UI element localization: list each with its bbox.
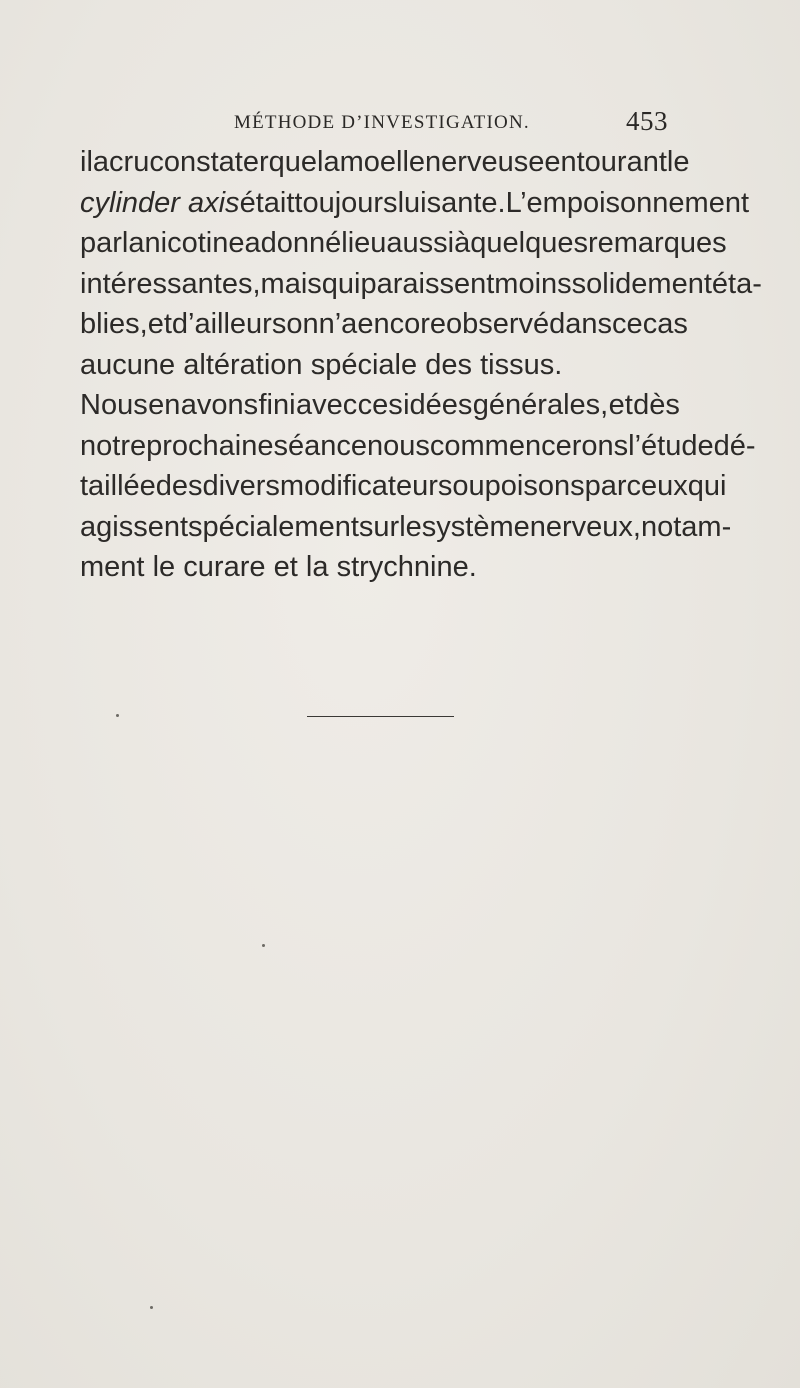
word: prochaine bbox=[146, 429, 274, 462]
word: quelques bbox=[470, 227, 588, 259]
word: qui bbox=[321, 267, 361, 300]
word: il bbox=[80, 146, 93, 178]
word: divers bbox=[202, 470, 280, 502]
word: dès bbox=[633, 389, 680, 421]
word: avec bbox=[295, 389, 358, 421]
word: cru bbox=[109, 146, 150, 178]
paper-speck bbox=[262, 944, 265, 947]
word: paraissent bbox=[360, 267, 495, 300]
word: ceux bbox=[626, 470, 688, 502]
running-title: MÉTHODE D’INVESTIGATION. bbox=[234, 112, 530, 133]
paper-speck bbox=[116, 714, 119, 717]
text-line bbox=[80, 466, 727, 507]
word: que bbox=[268, 146, 318, 178]
word: aucune bbox=[80, 348, 176, 381]
word: l’étude bbox=[628, 429, 714, 462]
word: blies, bbox=[80, 308, 148, 340]
word: Nous bbox=[80, 389, 148, 421]
word: a bbox=[92, 146, 110, 178]
word: séance bbox=[273, 429, 367, 462]
word: éta- bbox=[711, 267, 762, 300]
word: fini bbox=[258, 389, 296, 421]
body-text bbox=[80, 142, 762, 588]
word: curare bbox=[183, 551, 266, 583]
word: était bbox=[239, 186, 295, 219]
word: et bbox=[147, 308, 172, 340]
word: aussi bbox=[386, 227, 455, 259]
word: luisante. bbox=[397, 186, 506, 219]
word: la bbox=[121, 227, 145, 259]
text-line bbox=[80, 507, 732, 548]
word: sur bbox=[358, 510, 400, 543]
word: L’empoisonnement bbox=[505, 186, 750, 219]
word: observé bbox=[445, 308, 550, 340]
word: le bbox=[666, 146, 690, 178]
word: la bbox=[305, 551, 329, 583]
word: la bbox=[317, 146, 340, 178]
word: taillée bbox=[80, 470, 156, 502]
text-line bbox=[80, 264, 762, 305]
word: des bbox=[425, 348, 472, 381]
italic-term: cylinder axis bbox=[80, 186, 240, 219]
page-number: 453 bbox=[626, 106, 668, 136]
word: commencerons bbox=[429, 429, 629, 462]
word: n’a bbox=[318, 308, 358, 340]
word: constater bbox=[149, 146, 269, 178]
word: cas bbox=[642, 308, 688, 340]
word: moelle bbox=[339, 146, 426, 178]
word: nous bbox=[367, 429, 430, 462]
word: poisons bbox=[484, 470, 585, 502]
word: lieu bbox=[341, 227, 387, 259]
word: altération bbox=[183, 348, 303, 381]
word: a bbox=[244, 227, 261, 259]
word: en bbox=[148, 389, 181, 421]
text-line bbox=[80, 345, 680, 386]
section-end-rule bbox=[307, 716, 454, 717]
word: d’ailleurs bbox=[171, 308, 287, 340]
word: nicotine bbox=[144, 227, 245, 259]
word: dans bbox=[549, 308, 613, 340]
word: et bbox=[273, 551, 298, 583]
word: nerveuse bbox=[425, 146, 545, 178]
word: notam- bbox=[640, 510, 732, 543]
word: à bbox=[454, 227, 471, 259]
word: moins bbox=[494, 267, 572, 300]
text-line bbox=[80, 426, 756, 467]
word: générales, bbox=[472, 389, 609, 421]
word: on bbox=[286, 308, 319, 340]
text-line bbox=[80, 547, 680, 588]
word: toujours bbox=[294, 186, 398, 219]
word: qui bbox=[687, 470, 727, 502]
word: ces bbox=[357, 389, 403, 421]
word: tissus. bbox=[480, 348, 563, 381]
word: par bbox=[80, 227, 122, 259]
word: entourant bbox=[544, 146, 667, 178]
paper-speck bbox=[150, 1306, 153, 1309]
text-line bbox=[80, 385, 680, 426]
word: ce bbox=[612, 308, 643, 340]
text-line bbox=[80, 223, 727, 264]
word: mais bbox=[260, 267, 322, 300]
word: modificateurs bbox=[279, 470, 453, 502]
word: strychnine. bbox=[336, 551, 477, 583]
word: idées bbox=[403, 389, 473, 421]
word: le bbox=[152, 551, 176, 583]
running-head bbox=[0, 106, 800, 142]
word: encore bbox=[357, 308, 446, 340]
word: et bbox=[608, 389, 633, 421]
word: dé- bbox=[713, 429, 756, 462]
word: notre bbox=[80, 429, 147, 462]
word: des bbox=[155, 470, 203, 502]
word: spécialement bbox=[188, 510, 359, 543]
word: remarques bbox=[587, 227, 727, 259]
word: solidement bbox=[571, 267, 712, 300]
text-line bbox=[80, 183, 750, 224]
text-line bbox=[80, 142, 690, 183]
word: système bbox=[421, 510, 530, 543]
word: ou bbox=[452, 470, 485, 502]
word: le bbox=[399, 510, 422, 543]
text-line bbox=[80, 304, 688, 345]
word: nerveux, bbox=[529, 510, 641, 543]
word: agissent bbox=[80, 510, 189, 543]
word: par bbox=[584, 470, 627, 502]
word: avons bbox=[180, 389, 259, 421]
word: donné bbox=[260, 227, 342, 259]
word: intéressantes, bbox=[80, 267, 261, 300]
word: ment bbox=[80, 551, 145, 583]
word: spéciale bbox=[310, 348, 418, 381]
